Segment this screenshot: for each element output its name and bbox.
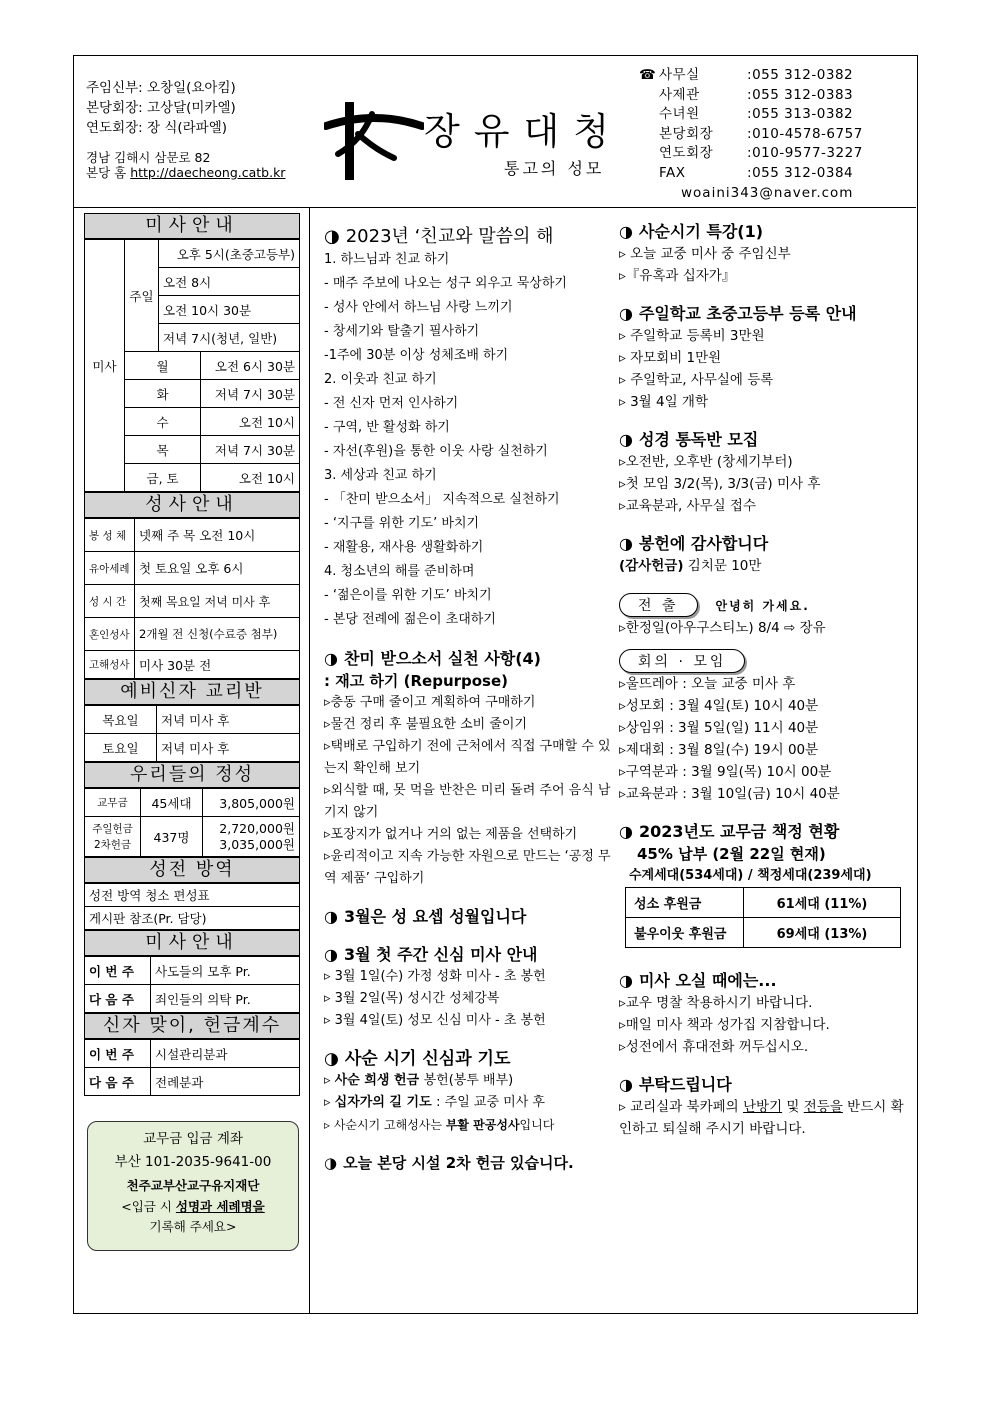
weekday-time: 저녁 7시 30분 (201, 436, 300, 464)
offering-label-2: 2차헌금 (93, 838, 132, 851)
table-row (85, 817, 300, 857)
list-item: ▹구역분과 : 3월 9일(목) 10시 00분 (619, 764, 832, 780)
sacrament-name: 혼인성사 (85, 618, 135, 651)
cross-logo-icon (324, 96, 424, 181)
tithe-subtitle: 수계세대(534세대) / 책정세대(239세대) (629, 868, 872, 883)
greeting-table (84, 1039, 300, 1096)
second-collection-title: 오늘 본당 시설 2차 헌금 있습니다. (343, 1154, 574, 1172)
cleaning-text: 성전 방역 청소 편성표 (85, 884, 300, 907)
list-item: ▹택배로 구입하기 전에 근처에서 직접 구매할 수 있는지 확인해 보기 (324, 739, 611, 776)
weekday-time: 오전 10시 (201, 408, 300, 436)
offering-label (85, 817, 141, 857)
bank-account-box (87, 1121, 299, 1251)
cleaning-table (84, 883, 300, 930)
meeting-pill: 회의 · 모임 (619, 649, 745, 673)
contact-row: FAX : 055 312-0384 (659, 164, 863, 184)
offering-label-1: 주일헌금 (92, 822, 133, 835)
spacer (619, 517, 914, 533)
bank-holder: 천주교부산교구유지재단 (126, 1178, 260, 1193)
duty-group: 죄인들의 의탁 Pr. (151, 985, 300, 1013)
spacer (324, 928, 614, 944)
list-item: 3. 세상과 친교 하기 (324, 468, 437, 483)
list-item: - 매주 주보에 나오는 성구 외우고 묵상하기 (324, 276, 567, 291)
donation-table (625, 887, 901, 948)
request-underlined: 전등을 (803, 1099, 843, 1115)
left-column (84, 213, 300, 1096)
list-item: -1주에 30분 이상 성체조배 하기 (324, 348, 509, 363)
weekday-label: 수 (125, 408, 201, 436)
transfer-row (619, 593, 914, 617)
table-row (85, 789, 300, 817)
sacrament-time: 2개월 전 신청(수료증 첨부) (135, 618, 300, 651)
greeting-heading: 신자 맞이, 헌금계수 (84, 1013, 300, 1039)
table-row (85, 706, 300, 734)
spacer (324, 632, 614, 648)
contact-label: 사무실 (659, 67, 700, 83)
contact-row: 수녀원 : 055 313-0382 (659, 105, 863, 125)
transfer-pill: 전 출 (619, 593, 698, 617)
sunday-mass-time: 저녁 7시(청년, 일반) (159, 324, 300, 352)
list-item: ▹ 사순시기 고해성사는 부활 판공성사입니다 (324, 1118, 555, 1132)
cleaning-text: 게시판 참조(Pr. 담당) (85, 907, 300, 930)
list-item: ▹포장지가 없거나 거의 없는 제품을 선택하기 (324, 827, 578, 842)
sacrament-time: 넷째 주 목 오전 10시 (135, 519, 300, 552)
thanks-title: 봉헌에 감사합니다 (638, 534, 769, 553)
thanks-heading (619, 533, 914, 555)
item-text: 김치문 10만 (683, 558, 762, 574)
half-circle-icon: ◑ (619, 304, 633, 323)
request-text (619, 1096, 914, 1140)
devotion-mass-list (324, 966, 614, 1032)
tithe-status-title: 2023년도 교무금 책정 현황 (638, 822, 840, 841)
list-item: ▹첫 모임 3/2(목), 3/3(금) 미사 후 (619, 476, 821, 492)
header (74, 56, 916, 208)
list-item: ▹ 3월 1일(수) 가정 성화 미사 - 초 봉헌 (324, 969, 546, 984)
list-item: ▹교육분과 : 3월 10일(금) 10시 40분 (619, 786, 840, 802)
half-circle-icon: ◑ (324, 649, 338, 668)
list-item: - 성사 안에서 하느님 사랑 느끼기 (324, 300, 513, 315)
yeondo-president: 연도회장: 장 식(라파엘) (86, 120, 228, 136)
half-circle-icon: ◑ (324, 907, 338, 926)
weekday-label: 화 (125, 380, 201, 408)
spacer (619, 413, 914, 429)
sunday-school-title: 주일학교 초중고등부 등록 안내 (638, 304, 857, 323)
half-circle-icon: ◑ (619, 1075, 633, 1094)
list-item: ▹ 3월 4일 개학 (619, 394, 708, 410)
year-theme-heading (324, 226, 614, 248)
laudato-title: 찬미 받으소서 실천 사항(4) (343, 649, 541, 668)
list-item: - 「찬미 받으소서」 지속적으로 실천하기 (324, 492, 560, 507)
request-heading (619, 1074, 914, 1096)
week-label: 다 음 주 (85, 1068, 151, 1096)
transfer-item: ▹한정일(아우구스티노) 8/4 ⇨ 장유 (619, 620, 826, 636)
duty-group: 사도들의 모후 Pr. (151, 957, 300, 985)
pastor: 주임신부: 오창일(요아킴) (86, 80, 236, 96)
item-text: 입니다 (519, 1118, 555, 1132)
list-item: ▹매일 미사 책과 성가집 지참합니다. (619, 1017, 830, 1033)
bank-note-underlined: 성명과 세례명을 (175, 1199, 265, 1214)
list-item: ▹울뜨레아 : 오늘 교중 미사 후 (619, 676, 796, 692)
list-item: - ‘젊은이를 위한 기도’ 바치기 (324, 588, 492, 603)
homepage (86, 165, 285, 180)
class-day: 토요일 (85, 734, 157, 762)
bank-title: 교무금 입금 계좌 (143, 1131, 243, 1147)
list-item: ▹외식할 때, 못 먹을 반찬은 미리 돌려 주어 음식 남기지 않기 (324, 783, 611, 820)
offering-amount-2: 3,035,000원 (219, 836, 295, 852)
sacrament-time: 미사 30분 전 (135, 651, 300, 679)
sacrament-heading: 성사안내 (84, 492, 300, 518)
contact-row: 연도회장 : 010-9577-3227 (659, 144, 863, 164)
item-text: 사순시기 고해성사는 (333, 1118, 446, 1132)
contact-label: 연도회장 (659, 145, 714, 162)
weekday-label: 월 (125, 352, 201, 380)
column-divider (309, 208, 310, 1313)
sacrament-time: 첫째 목요일 저녁 미사 후 (135, 585, 300, 618)
offering-table (84, 788, 300, 857)
contact-value: 055 313-0382 (752, 106, 854, 123)
joseph-month-title: 3월은 성 요셉 성월입니다 (343, 907, 527, 926)
half-circle-icon: ◑ (324, 226, 340, 247)
lent-prayer-list (324, 1070, 614, 1136)
home-link[interactable]: http://daecheong.catb.kr (130, 165, 286, 180)
spacer (324, 890, 614, 906)
mass-etiquette-title: 미사 오실 때에는... (638, 971, 777, 990)
weekday-label: 금, 토 (125, 464, 201, 492)
sunday-mass-time: 오전 8시 (159, 268, 300, 296)
week-label: 이 번 주 (85, 957, 151, 985)
donation-value: 61세대 (11%) (744, 888, 901, 918)
list-item: ▹상임위 : 3월 5일(일) 11시 40분 (619, 720, 819, 736)
year-theme-title: 2023년 ‘친교와 말씀의 해 (345, 226, 554, 247)
item-text: 봉헌(봉투 배부) (423, 1073, 514, 1088)
contact-label: 본당회장 (659, 125, 714, 142)
contact-value: 010-9577-3227 (752, 145, 863, 162)
right-column (619, 221, 914, 1140)
sacrament-table (84, 518, 300, 679)
list-item: - 본당 전례에 젊은이 초대하기 (324, 612, 496, 627)
table-row (85, 884, 300, 907)
lent-lecture-title: 사순시기 특강(1) (638, 222, 764, 241)
catechumen-heading: 예비신자 교리반 (84, 679, 300, 705)
sacrament-name: 성 시 간 (85, 585, 135, 618)
laudato-heading (324, 648, 614, 670)
lent-lecture-heading (619, 221, 914, 243)
joseph-month-heading (324, 906, 614, 928)
list-item: ▹오전반, 오후반 (창세기부터) (619, 454, 793, 470)
offering-households: 45세대 (141, 789, 203, 817)
contact-label: 사제관 (659, 86, 700, 103)
request-part: 반드시 확인하고 퇴실해 주시기 바랍니다. (619, 1099, 904, 1137)
tithe-status-heading (619, 821, 914, 843)
list-item: 1. 하느님과 친교 하기 (324, 252, 450, 267)
spacer (619, 1058, 914, 1074)
farewell-text: 안녕히 가세요. (715, 599, 810, 613)
devotion-mass-heading (324, 944, 614, 966)
second-collection-heading (324, 1152, 614, 1174)
weekday-time: 저녁 7시 30분 (201, 380, 300, 408)
mass-vertical-label: 미사 (85, 240, 125, 492)
contact-value: 055 312-0382 (752, 67, 854, 83)
table-row (85, 240, 300, 268)
request-underlined: 난방기 (742, 1099, 783, 1115)
list-item: ▹교우 명찰 착용하시기 바랍니다. (619, 995, 813, 1011)
contact-label: 수녀원 (659, 106, 700, 123)
duty-group: 시설관리분과 (151, 1040, 300, 1068)
bank-note (88, 1197, 298, 1217)
list-item: ▹ 오늘 교중 미사 중 주임신부 (619, 246, 791, 262)
contact-value: 010-4578-6757 (752, 125, 863, 142)
table-row (85, 907, 300, 930)
meeting-row (619, 649, 914, 673)
list-item: ▹물건 정리 후 불필요한 소비 줄이기 (324, 717, 527, 732)
list-item: - 자선(후원)을 통한 이웃 사랑 실천하기 (324, 444, 548, 459)
bulletin-subtitle: 통고의 성모 (504, 159, 605, 178)
list-item: - 재활용, 재사용 생활화하기 (324, 540, 484, 555)
cleaning-heading: 성전 방역 (84, 857, 300, 883)
table-row (626, 918, 901, 948)
spacer (619, 287, 914, 303)
item-bold: (감사헌금) (619, 558, 684, 574)
table-row (85, 1040, 300, 1068)
list-item: ▹ 십자가의 길 기도 : 주일 교중 미사 후 (324, 1095, 545, 1110)
half-circle-icon: ◑ (324, 1154, 338, 1172)
mass-duty-table (84, 956, 300, 1013)
spacer (619, 639, 914, 649)
address-block (86, 150, 285, 180)
bulletin-sheet (73, 55, 918, 1314)
half-circle-icon: ◑ (324, 945, 338, 964)
contact-list (639, 66, 863, 203)
table-row (85, 1068, 300, 1096)
table-row (85, 734, 300, 762)
offering-amount: 3,805,000원 (203, 789, 300, 817)
table-row (85, 519, 300, 552)
request-part: 및 (782, 1099, 804, 1115)
item-bold: 십자가의 길 기도 (334, 1095, 437, 1110)
item-bold: 사순 희생 헌금 (334, 1073, 424, 1088)
spacer (619, 948, 914, 970)
offering-amount-1: 2,720,000원 (219, 820, 295, 836)
list-item: - ‘지구를 위한 기도’ 바치기 (324, 516, 480, 531)
list-item: ▹성모회 : 3월 4일(토) 10시 40분 (619, 698, 819, 714)
spacer (324, 1032, 614, 1048)
email[interactable]: woaini343@naver.com (681, 184, 854, 201)
table-row (85, 585, 300, 618)
bank-note-pre: <입금 시 (121, 1199, 176, 1214)
list-item: ▹ 자모회비 1만원 (619, 350, 722, 366)
class-time: 저녁 미사 후 (157, 706, 300, 734)
list-item: ▹『유혹과 십자가』 (619, 268, 736, 284)
class-day: 목요일 (85, 706, 157, 734)
sunday-mass-time: 오전 10시 30분 (159, 296, 300, 324)
half-circle-icon: ◑ (619, 222, 633, 241)
bank-note-post: 기록해 주세요> (149, 1219, 237, 1234)
offering-people: 437명 (141, 817, 203, 857)
mass-etiquette-heading (619, 970, 914, 992)
table-row (85, 552, 300, 585)
spacer (324, 1136, 614, 1152)
half-circle-icon: ◑ (619, 822, 633, 841)
list-item: ▹ 주일학교 등록비 3만원 (619, 328, 765, 344)
list-item: ▹ 3월 4일(토) 성모 신심 미사 - 초 봉헌 (324, 1013, 546, 1028)
duty-group: 전례분과 (151, 1068, 300, 1096)
list-item: 2. 이웃과 친교 하기 (324, 372, 437, 387)
sunday-mass-time: 오후 5시(초중고등부) (159, 240, 300, 268)
week-label: 이 번 주 (85, 1040, 151, 1068)
table-row (626, 888, 901, 918)
weekday-label: 목 (125, 436, 201, 464)
list-item: - 창세기와 탈출기 필사하기 (324, 324, 480, 339)
spacer (619, 577, 914, 593)
home-label: 본당 홈 (86, 165, 127, 180)
donation-label: 성소 후원금 (626, 888, 744, 918)
mass-duty-heading: 미사안내 (84, 930, 300, 956)
middle-column (324, 226, 614, 1174)
item-bold: 부활 판공성사 (445, 1118, 520, 1132)
table-row (85, 985, 300, 1013)
sacrament-name: 봉 성 체 (85, 519, 135, 552)
sacrament-name: 고해성사 (85, 651, 135, 679)
list-item: - 구역, 반 활성화 하기 (324, 420, 450, 435)
table-row (85, 651, 300, 679)
thanks-item (619, 555, 914, 577)
donation-label: 불우이웃 후원금 (626, 918, 744, 948)
list-item: ▹윤리적이고 지속 가능한 자원으로 만드는 ‘공정 무역 제품’ 구입하기 (324, 849, 611, 886)
address: 경남 김해시 삼문로 82 (86, 150, 211, 165)
laudato-subtitle: : 재고 하기 (Repurpose) (324, 672, 509, 690)
bible-reading-heading (619, 429, 914, 451)
request-part: ▹ 교리실과 북카페의 (619, 1099, 743, 1115)
sacrament-time: 첫 토요일 오후 6시 (135, 552, 300, 585)
phone-icon: ☎ (639, 67, 657, 83)
lent-prayer-title: 사순 시기 신심과 기도 (344, 1049, 511, 1069)
contact-row: 사무실 : 055 312-0382 (659, 66, 863, 86)
year-theme-list (324, 248, 614, 632)
list-item: ▹제대회 : 3월 8일(수) 19시 00분 (619, 742, 819, 758)
bible-reading-title: 성경 통독반 모집 (638, 430, 759, 449)
offering-amount (203, 817, 300, 857)
staff-info (86, 78, 285, 180)
half-circle-icon: ◑ (619, 534, 633, 553)
spacer (619, 805, 914, 821)
bank-account: 부산 101-2035-9641-00 (114, 1154, 272, 1170)
half-circle-icon: ◑ (619, 430, 633, 449)
contact-row: 본당회장 : 010-4578-6757 (659, 125, 863, 145)
table-row (85, 957, 300, 985)
donation-value: 69세대 (13%) (744, 918, 901, 948)
half-circle-icon: ◑ (324, 1049, 339, 1069)
offering-label: 교무금 (85, 789, 141, 817)
laudato-list (324, 692, 614, 890)
sunday-school-heading (619, 303, 914, 325)
week-label: 다 음 주 (85, 985, 151, 1013)
bulletin-title: 장유대청 (424, 110, 623, 153)
half-circle-icon: ◑ (619, 971, 633, 990)
mass-schedule-table (84, 239, 300, 492)
list-item: 4. 청소년의 해를 준비하며 (324, 564, 475, 579)
parish-president: 본당회장: 고상달(미카엘) (86, 100, 236, 116)
sacrament-name: 유아세례 (85, 552, 135, 585)
class-time: 저녁 미사 후 (157, 734, 300, 762)
mass-guide-heading: 미사안내 (84, 213, 300, 239)
list-item: - 전 신자 먼저 인사하기 (324, 396, 459, 411)
contact-row: 사제관 : 055 312-0383 (659, 86, 863, 106)
list-item: ▹충동 구매 줄이고 계획하여 구매하기 (324, 695, 536, 710)
contact-value: 055 312-0383 (752, 86, 854, 103)
request-title: 부탁드립니다 (638, 1075, 732, 1094)
list-item: ▹성전에서 휴대전화 꺼두십시오. (619, 1039, 809, 1055)
weekday-time: 오전 10시 (201, 464, 300, 492)
weekday-time: 오전 6시 30분 (201, 352, 300, 380)
list-item: ▹ 사순 희생 헌금 봉헌(봉투 배부) (324, 1073, 514, 1088)
list-item: ▹ 3월 2일(목) 성시간 성체강복 (324, 991, 500, 1006)
contact-value: 055 312-0384 (752, 164, 854, 181)
sunday-vertical-label: 주일 (125, 240, 159, 352)
item-text: : 주일 교중 미사 후 (436, 1095, 545, 1110)
devotion-mass-title: 3월 첫 주간 신심 미사 안내 (343, 945, 538, 964)
contact-label: FAX (659, 164, 686, 181)
list-item: ▹ 주일학교, 사무실에 등록 (619, 372, 774, 388)
table-row (85, 618, 300, 651)
offering-heading: 우리들의 정성 (84, 762, 300, 788)
tithe-percent: 45% 납부 (2월 22일 현재) (637, 845, 826, 863)
list-item: ▹교육분과, 사무실 접수 (619, 498, 757, 514)
lent-prayer-heading (324, 1048, 614, 1070)
catechumen-table (84, 705, 300, 762)
